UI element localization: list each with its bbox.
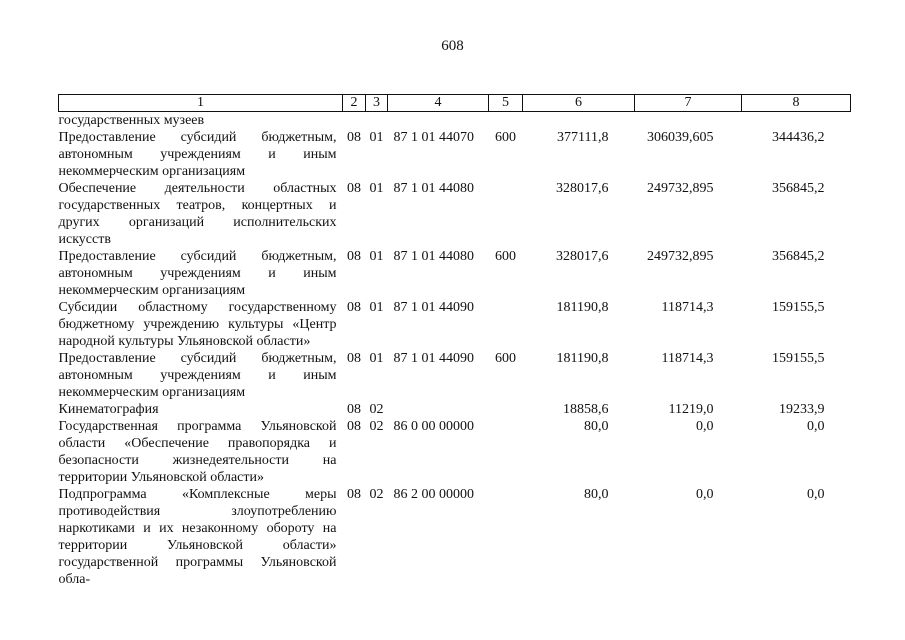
row-value-6 [523, 112, 635, 130]
table-header-row [59, 95, 851, 112]
row-value-6: 80,0 [584, 419, 609, 434]
header-col-3: 3 [366, 95, 388, 112]
row-name: Субсидии областному государственному бюджетному учреждению культуры «Центр народной культуры Ульяновской области» [58, 300, 337, 349]
row-value-8: 356845,2 [772, 181, 825, 196]
row-value-6: 328017,6 [556, 249, 609, 264]
row-target-code: 87 1 01 44080 [393, 181, 474, 196]
row-value-8: 356845,2 [772, 249, 825, 264]
row-section: 08 [347, 130, 361, 145]
table-row [59, 112, 851, 130]
row-value-7 [635, 112, 742, 130]
row-value-8: 344436,2 [772, 130, 825, 145]
row-target-code: 87 1 01 44080 [393, 249, 474, 264]
table-row [59, 350, 851, 401]
row-value-8: 19233,9 [779, 402, 825, 417]
row-name: Обеспечение деятельности областных государственных театров, концертных и других организаций исполнительских искусств [58, 181, 337, 247]
header-col-6: 6 [523, 95, 635, 112]
table-body [59, 112, 851, 589]
row-name: Предоставление субсидий бюджетным, автономным учреждениям и иным некоммерческим организациям [58, 130, 337, 179]
row-subsection: 02 [369, 419, 384, 434]
row-expense-type [489, 180, 523, 248]
table-row [59, 299, 851, 350]
row-value-7: 118714,3 [661, 300, 714, 315]
row-subsection: 01 [369, 130, 384, 145]
row-target-code: 87 1 01 44090 [393, 351, 474, 366]
header-col-2: 2 [343, 95, 366, 112]
row-section [343, 112, 366, 130]
row-subsection: 01 [369, 300, 384, 315]
row-value-7: 249732,895 [647, 181, 714, 196]
row-target-code: 86 2 00 00000 [393, 487, 474, 502]
row-expense-type: 600 [495, 249, 516, 264]
table-row [59, 248, 851, 299]
row-value-6: 80,0 [584, 487, 609, 502]
row-name: Предоставление субсидий бюджетным, автономным учреждениям и иным некоммерческим организациям [58, 249, 337, 298]
row-name: Кинематография [58, 402, 159, 417]
header-col-4: 4 [388, 95, 489, 112]
page-number: 608 [441, 38, 464, 54]
row-expense-type [489, 418, 523, 486]
table-row [59, 418, 851, 486]
row-value-8 [742, 112, 851, 130]
row-value-8: 0,0 [807, 487, 825, 502]
row-value-7: 118714,3 [661, 351, 714, 366]
row-section: 08 [347, 300, 361, 315]
table-row [59, 180, 851, 248]
row-expense-type: 600 [495, 351, 516, 366]
row-expense-type [489, 486, 523, 588]
table-row [59, 401, 851, 418]
row-value-6: 18858,6 [563, 402, 609, 417]
row-section: 08 [347, 402, 361, 417]
row-expense-type [489, 299, 523, 350]
row-target-code: 87 1 01 44090 [393, 300, 474, 315]
row-expense-type: 600 [495, 130, 516, 145]
row-name: Предоставление субсидий бюджетным, автономным учреждениям и иным некоммерческим организациям [58, 351, 337, 400]
row-value-6: 328017,6 [556, 181, 609, 196]
row-value-8: 0,0 [807, 419, 825, 434]
row-section: 08 [347, 419, 361, 434]
header-col-1: 1 [59, 95, 343, 112]
row-value-6: 181190,8 [556, 351, 609, 366]
table-row [59, 486, 851, 588]
header-col-5: 5 [489, 95, 523, 112]
row-section: 08 [347, 181, 361, 196]
row-value-7: 11219,0 [668, 402, 714, 417]
row-expense-type [489, 401, 523, 418]
row-target-code: 86 0 00 00000 [393, 419, 474, 434]
row-value-7: 249732,895 [647, 249, 714, 264]
row-name: Подпрограмма «Комплексные меры противодействия злоупотреблению наркотиками и их незаконному обороту на территории Ульяновской области» государственной программы Ульяновской обла- [58, 487, 337, 587]
row-section: 08 [347, 351, 361, 366]
row-subsection: 01 [369, 181, 384, 196]
row-name: государственных музеев [58, 113, 205, 128]
row-value-8: 159155,5 [772, 300, 825, 315]
row-value-6: 377111,8 [557, 130, 609, 145]
row-subsection: 02 [369, 402, 384, 417]
row-section: 08 [347, 249, 361, 264]
row-value-7: 0,0 [696, 487, 714, 502]
row-name: Государственная программа Ульяновской области «Обеспечение правопорядка и безопасности жизнедеятельности на территории Ульяновской области» [58, 419, 337, 485]
row-value-7: 0,0 [696, 419, 714, 434]
row-target-code [388, 112, 489, 130]
row-section: 08 [347, 487, 361, 502]
row-value-7: 306039,605 [647, 130, 714, 145]
row-subsection: 02 [369, 487, 384, 502]
row-subsection: 01 [369, 351, 384, 366]
row-target-code: 87 1 01 44070 [393, 130, 474, 145]
row-value-8: 159155,5 [772, 351, 825, 366]
row-value-6: 181190,8 [556, 300, 609, 315]
budget-table [58, 94, 851, 588]
row-expense-type [489, 112, 523, 130]
row-subsection [366, 112, 388, 130]
header-col-7: 7 [635, 95, 742, 112]
row-target-code [388, 401, 489, 418]
table-row [59, 129, 851, 180]
header-col-8: 8 [742, 95, 851, 112]
row-subsection: 01 [369, 249, 384, 264]
